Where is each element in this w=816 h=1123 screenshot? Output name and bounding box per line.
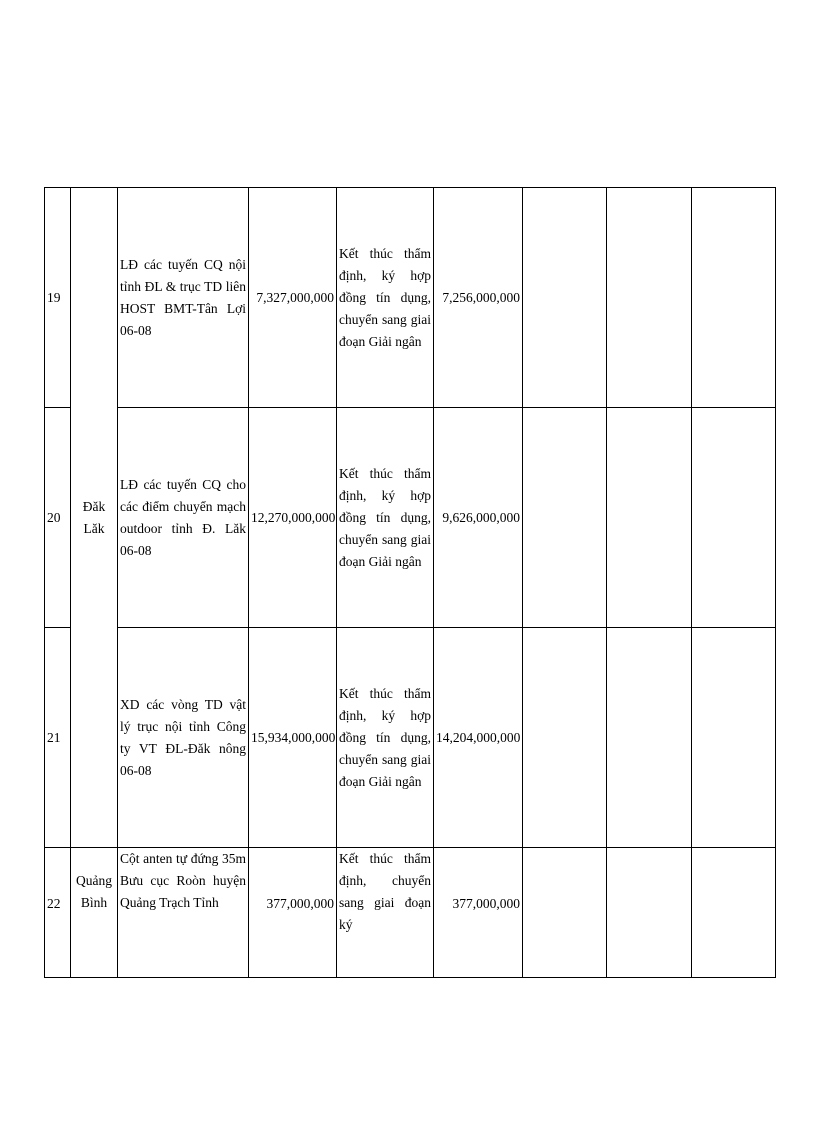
table-row bbox=[45, 628, 776, 848]
row-number: 21 bbox=[45, 628, 71, 848]
empty-cell bbox=[523, 188, 607, 408]
total-investment: 377,000,000 bbox=[249, 848, 337, 978]
project-name: XD các vòng TD vật lý trục nội tỉnh Công ty VT ĐL-Đăk nông 06-08 bbox=[118, 628, 249, 848]
approved-amount: 377,000,000 bbox=[434, 848, 523, 978]
empty-cell bbox=[692, 628, 776, 848]
total-investment: 7,327,000,000 bbox=[249, 188, 337, 408]
table-row bbox=[45, 408, 776, 628]
empty-cell bbox=[523, 848, 607, 978]
empty-cell bbox=[607, 188, 692, 408]
row-number: 22 bbox=[45, 848, 71, 978]
status-text: Kết thúc thẩm định, chuyển sang giai đoạn ký bbox=[337, 848, 434, 978]
project-name: LĐ các tuyến CQ nội tỉnh ĐL & trục TD liên HOST BMT-Tân Lợi 06-08 bbox=[118, 188, 249, 408]
empty-cell bbox=[607, 628, 692, 848]
approved-amount: 7,256,000,000 bbox=[434, 188, 523, 408]
empty-cell bbox=[692, 188, 776, 408]
province-cell: Quảng Bình bbox=[71, 848, 118, 978]
status-text: Kết thúc thẩm định, ký hợp đồng tín dụng, chuyển sang giai đoạn Giải ngân bbox=[337, 628, 434, 848]
status-text: Kết thúc thẩm định, ký hợp đồng tín dụng, chuyển sang giai đoạn Giải ngân bbox=[337, 188, 434, 408]
empty-cell bbox=[523, 628, 607, 848]
empty-cell bbox=[692, 408, 776, 628]
empty-cell bbox=[692, 848, 776, 978]
empty-cell bbox=[607, 848, 692, 978]
project-table bbox=[44, 187, 776, 978]
total-investment: 12,270,000,000 bbox=[249, 408, 337, 628]
empty-cell bbox=[607, 408, 692, 628]
project-name: Cột anten tự đứng 35m Bưu cục Roòn huyện Quảng Trạch Tỉnh bbox=[118, 848, 249, 978]
table-row bbox=[45, 188, 776, 408]
row-number: 20 bbox=[45, 408, 71, 628]
row-number: 19 bbox=[45, 188, 71, 408]
total-investment: 15,934,000,000 bbox=[249, 628, 337, 848]
approved-amount: 14,204,000,000 bbox=[434, 628, 523, 848]
empty-cell bbox=[523, 408, 607, 628]
status-text: Kết thúc thẩm định, ký hợp đồng tín dụng, chuyển sang giai đoạn Giải ngân bbox=[337, 408, 434, 628]
project-name: LĐ các tuyến CQ cho các điểm chuyển mạch outdoor tỉnh Đ. Lăk 06-08 bbox=[118, 408, 249, 628]
province-cell: Đăk Lăk bbox=[71, 188, 118, 848]
approved-amount: 9,626,000,000 bbox=[434, 408, 523, 628]
table-row bbox=[45, 848, 776, 978]
